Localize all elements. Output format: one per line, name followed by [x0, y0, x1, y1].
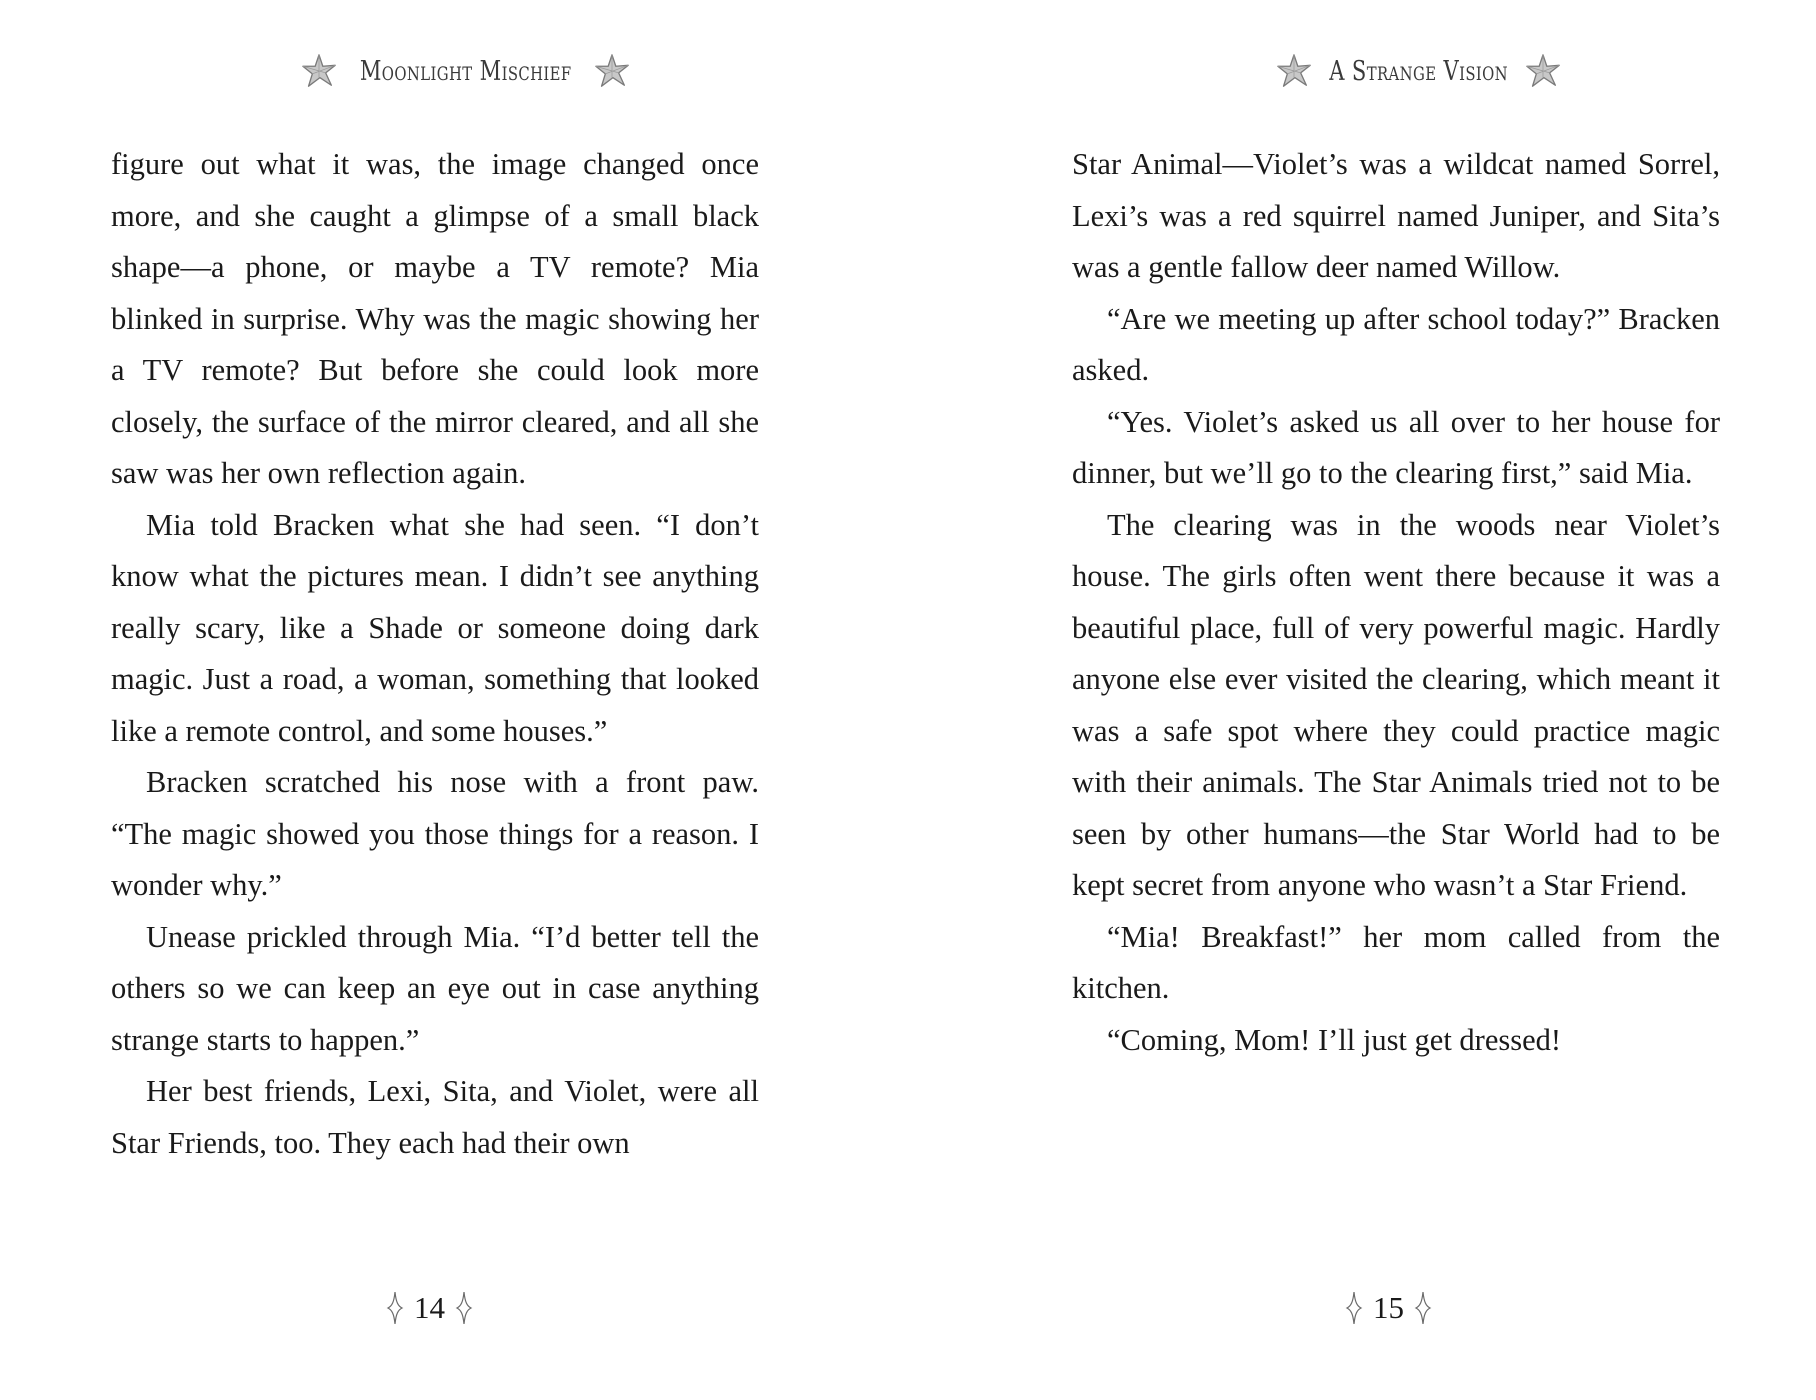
right-running-head-title: A Strange Vision	[1329, 55, 1509, 87]
paragraph: Unease prickled through Mia. “I’d better tell the others so we can keep an eye out in case anything strange starts to happen.”	[111, 919, 759, 1057]
paragraph: The clearing was in the woods near Violet’s house. The girls often went there because it was a beautiful place, full of very powerful magic. Hardly anyone else ever visited the clearing, which meant it was a safe spot where they could practice magic with their animals. The Star Animals tried not to be seen by other humans—the Star World had to be kept secret from anyone who wasn’t a Star Friend.	[1072, 507, 1720, 902]
right-running-head	[1275, 52, 1562, 90]
page-number: 15	[1373, 1290, 1404, 1325]
left-folio	[386, 1290, 473, 1326]
right-body-text	[1072, 139, 1720, 1066]
star-icon	[1524, 52, 1562, 90]
sparkle-icon	[455, 1290, 473, 1326]
right-folio	[1345, 1290, 1432, 1326]
paragraph: “Coming, Mom! I’ll just get dressed!	[1107, 1022, 1562, 1057]
left-running-head-title: Moonlight Mischief	[359, 55, 572, 87]
sparkle-icon	[386, 1290, 404, 1326]
paragraph: Star Animal—Violet’s was a wildcat named Sorrel, Lexi’s was a red squirrel named Juniper, and Sita’s was a gentle fallow deer named Willow.	[1072, 147, 1720, 284]
right-page	[908, 0, 1816, 1400]
paragraph: “Yes. Violet’s asked us all over to her house for dinner, but we’ll go to the clearing first,” said Mia.	[1072, 404, 1720, 490]
star-icon	[593, 52, 631, 90]
paragraph: Mia told Bracken what she had seen. “I don’t know what the pictures mean. I didn’t see anything really scary, like a Shade or someone doing dark magic. Just a road, a woman, something that looked like a remote control, and some houses.”	[111, 507, 759, 748]
paragraph: “Are we meeting up after school today?” Bracken asked.	[1072, 301, 1720, 387]
sparkle-icon	[1345, 1290, 1363, 1326]
page-number: 14	[414, 1290, 445, 1325]
paragraph: figure out what it was, the image changed once more, and she caught a glimpse of a small black shape—a phone, or maybe a TV remote? Mia blinked in surprise. Why was the magic showing her a TV remote? But before she could look more closely, the surface of the mirror cleared, and all she saw was her own reflection again.	[111, 147, 759, 490]
paragraph: Bracken scratched his nose with a front paw. “The magic showed you those things for a reason. I wonder why.”	[111, 765, 759, 902]
paragraph: “Mia! Breakfast!” her mom called from the kitchen.	[1072, 919, 1720, 1005]
left-running-head	[300, 52, 631, 90]
star-icon	[1275, 52, 1313, 90]
sparkle-icon	[1414, 1290, 1432, 1326]
paragraph: Her best friends, Lexi, Sita, and Violet, were all Star Friends, too. They each had their own	[111, 1074, 759, 1160]
star-icon	[300, 52, 338, 90]
left-body-text	[111, 139, 759, 1169]
